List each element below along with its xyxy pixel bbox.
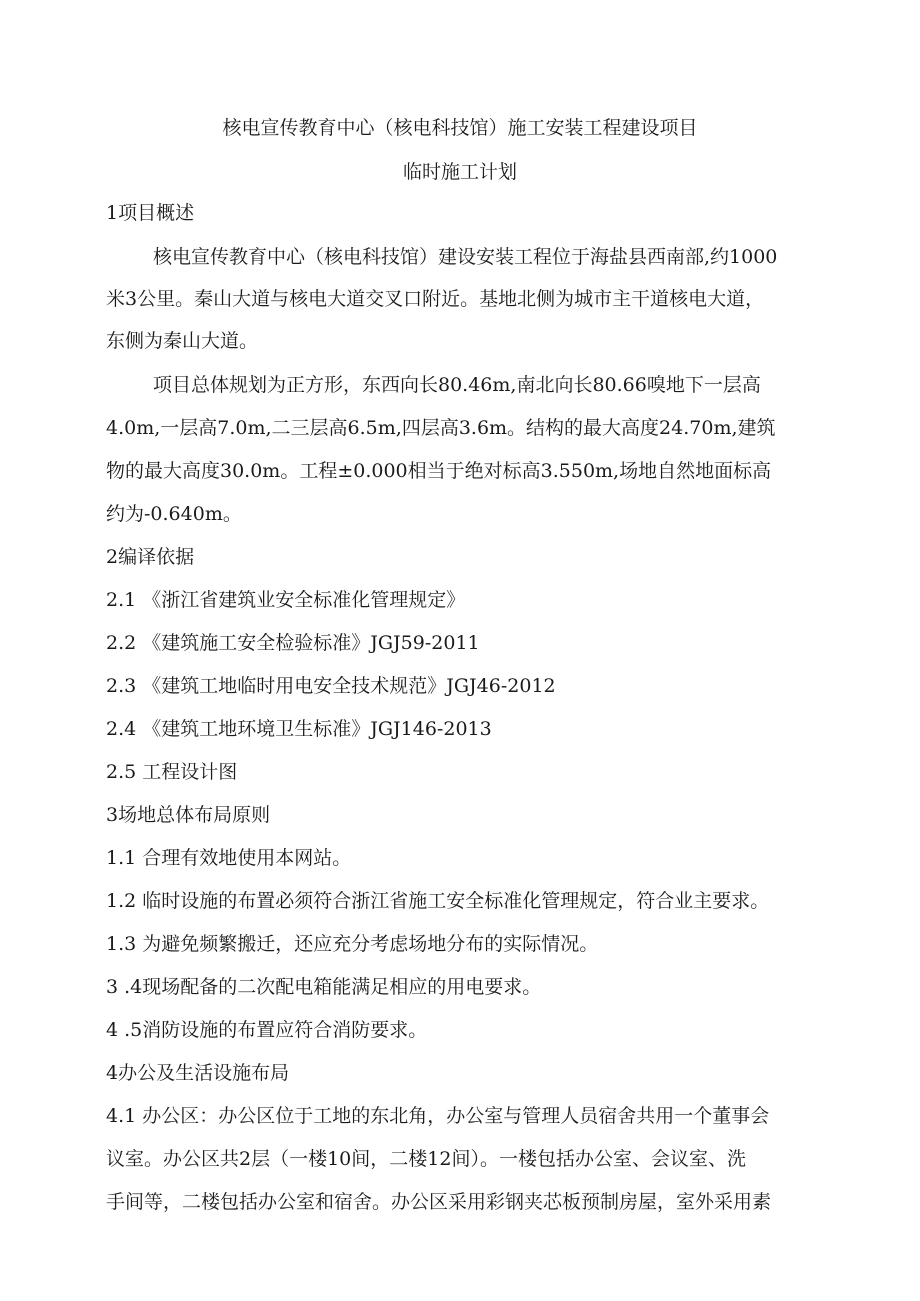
document-title: 核电宣传教育中心（核电科技馆）施工安装工程建设项目 <box>222 117 698 139</box>
list-item: 1.1 合理有效地使用本网站。 <box>106 847 352 869</box>
list-item: 1.3 为避免频繁搬迁，还应充分考虑场地分布的实际情况。 <box>106 933 599 955</box>
list-item: 2.3 《建筑工地临时用电安全技术规范》JGJ46-2012 <box>106 675 556 697</box>
section-heading: 1项目概述 <box>106 202 195 224</box>
paragraph-line: 物的最大高度30.0m。工程±0.000相当于绝对标高3.550m,场地自然地面标高 <box>106 460 772 482</box>
list-item: 4.1 办公区：办公区位于工地的东北角，办公室与管理人员宿舍共用一个董事会 <box>106 1105 770 1127</box>
list-item: 1.2 临时设施的布置必须符合浙江省施工安全标准化管理规定，符合业主要求。 <box>106 890 770 912</box>
list-item: 4 .5消防设施的布置应符合消防要求。 <box>106 1019 428 1041</box>
list-item: 2.2 《建筑施工安全检验标准》JGJ59-2011 <box>106 632 480 654</box>
list-item: 2.1 《浙江省建筑业安全标准化管理规定》 <box>106 589 466 611</box>
section-heading: 4办公及生活设施布局 <box>106 1062 290 1084</box>
paragraph-line: 东侧为秦山大道。 <box>106 330 259 352</box>
section-heading: 2编译依据 <box>106 546 195 568</box>
paragraph-line: 议室。办公区共2层（一楼10间，二楼12间）。一楼包括办公室、会议室、洗 <box>106 1148 746 1170</box>
paragraph-line: 手间等，二楼包括办公室和宿舍。办公区采用彩钢夹芯板预制房屋，室外采用素 <box>106 1191 772 1213</box>
paragraph-line: 米3公里。秦山大道与核电大道交叉口附近。基地北侧为城市主干道核电大道， <box>106 288 765 310</box>
list-item: 3 .4现场配备的二次配电箱能满足相应的用电要求。 <box>106 976 542 998</box>
document-subtitle: 临时施工计划 <box>402 161 517 183</box>
list-item: 2.5 工程设计图 <box>106 761 238 783</box>
section-heading: 3场地总体布局原则 <box>106 804 271 826</box>
paragraph-line: 项目总体规划为正方形，东西向长80.46m,南北向长80.66嗅地下一层高 <box>153 374 761 396</box>
paragraph-line: 核电宣传教育中心（核电科技馆）建设安装工程位于海盐县西南部,约1000 <box>153 246 778 268</box>
list-item: 2.4 《建筑工地环境卫生标准》JGJ146-2013 <box>106 718 492 740</box>
paragraph-line: 约为-0.640m。 <box>106 503 242 525</box>
paragraph-line: 4.0m,一层高7.0m,二三层高6.5m,四层高3.6m。结构的最大高度24.70m,建筑 <box>106 417 776 439</box>
